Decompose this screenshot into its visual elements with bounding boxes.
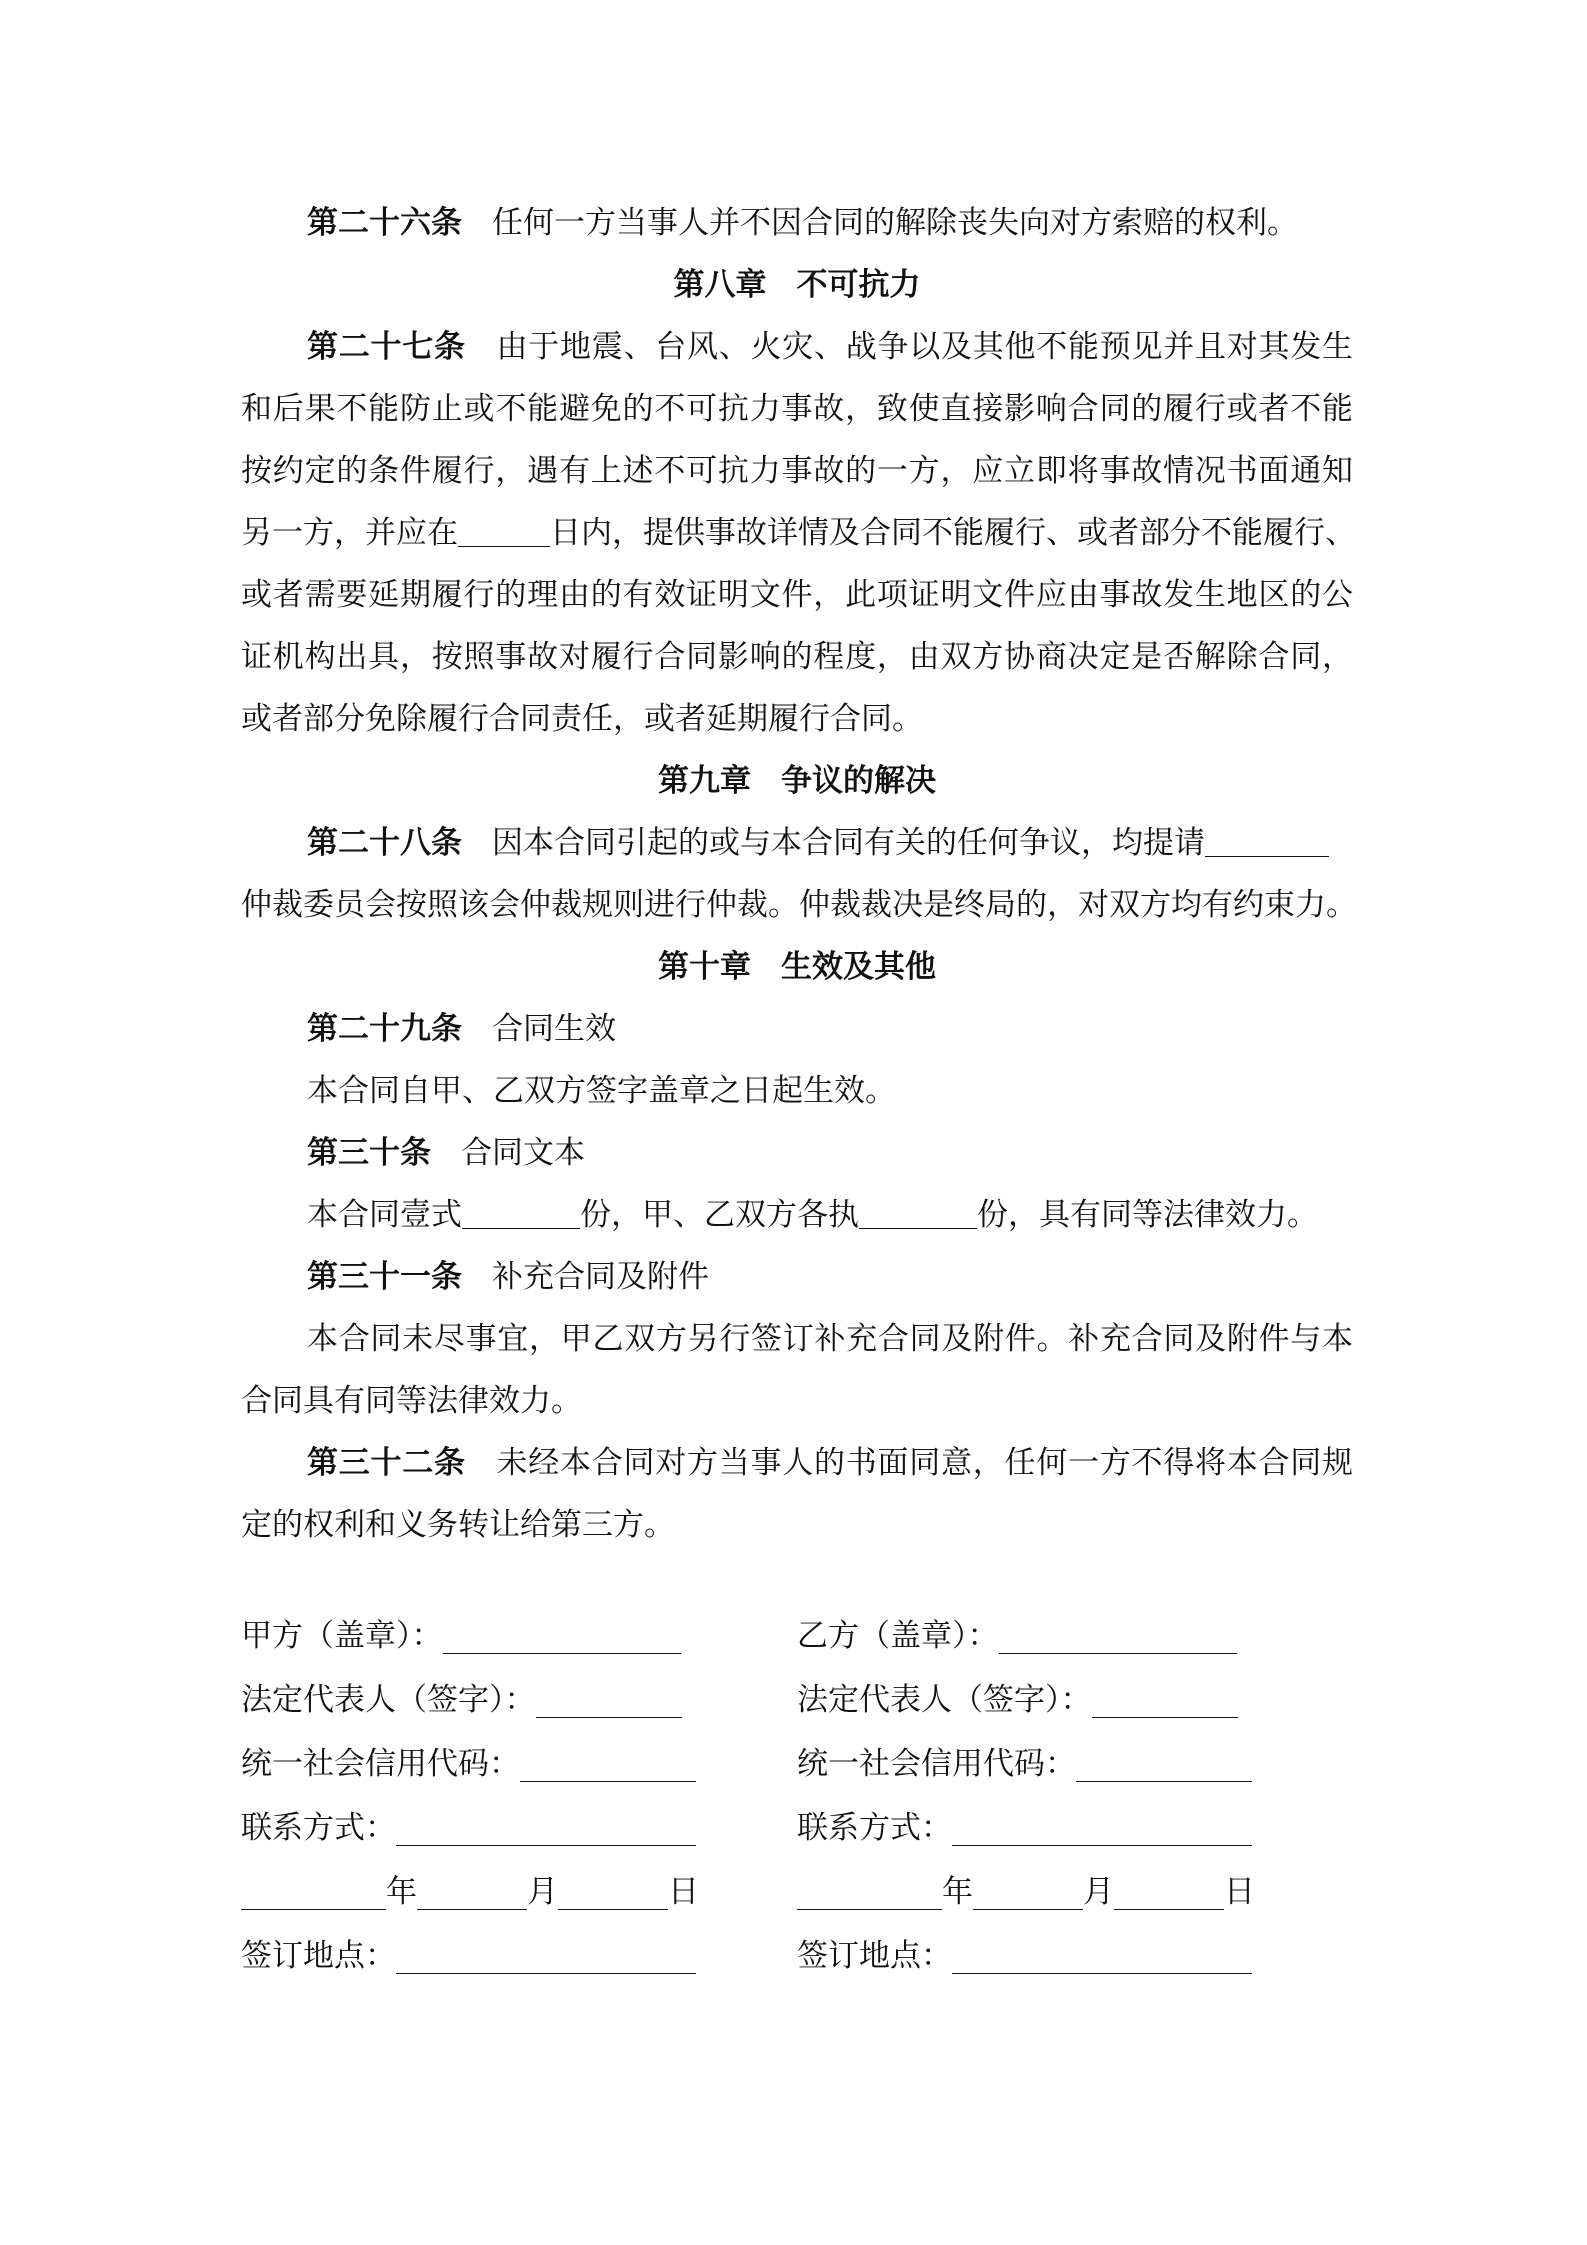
- article-title: 补充合同及附件: [492, 1259, 709, 1295]
- chapter-number: 第八章: [673, 267, 767, 303]
- party-a-credit-code-blank[interactable]: [520, 1747, 696, 1782]
- article-text: 未经本合同对方当事人的书面同意，任何一方不得将本合同规: [495, 1445, 1353, 1481]
- article-text: 日内，提供事故详情及合同不能履行、或者部分不能履行、: [550, 515, 1356, 551]
- chapter-8-heading: [241, 254, 1353, 316]
- article-number: 第二十九条: [307, 1011, 462, 1047]
- article-31-title: [241, 1246, 1353, 1308]
- party-a-legal-rep-blank[interactable]: [536, 1683, 682, 1718]
- copies-total-blank[interactable]: [462, 1194, 580, 1229]
- party-b-day-blank[interactable]: [1114, 1875, 1224, 1910]
- article-27-line-7: 或者部分免除履行合同责任，或者延期履行合同。: [241, 701, 923, 737]
- party-a-place-blank[interactable]: [396, 1939, 696, 1974]
- party-b-place-label: 签订地点：: [797, 1938, 952, 1974]
- party-b-seal-blank[interactable]: [999, 1619, 1237, 1654]
- article-28-line-1: [241, 812, 1353, 874]
- contract-body: [241, 192, 1357, 1988]
- article-number: 第三十二条: [307, 1445, 466, 1481]
- year-label: 年: [942, 1874, 973, 1910]
- signature-row-credit-code: [241, 1732, 1353, 1796]
- article-32-line-1: [241, 1432, 1353, 1494]
- article-text: 因本合同引起的或与本合同有关的任何争议，均提请: [492, 825, 1205, 861]
- article-text: 任何一方当事人并不因合同的解除丧失向对方索赔的权利。: [492, 205, 1298, 241]
- article-number: 第三十一条: [307, 1259, 462, 1295]
- article-text: 份，具有同等法律效力。: [977, 1197, 1318, 1233]
- article-31-line-1: 本合同未尽事宜，甲乙双方另行签订补充合同及附件。补充合同及附件与本: [307, 1321, 1353, 1357]
- signature-row-legal-rep: [241, 1668, 1353, 1732]
- chapter-number: 第十章: [658, 949, 751, 985]
- party-b-place-blank[interactable]: [952, 1939, 1252, 1974]
- party-a-day-blank[interactable]: [558, 1875, 668, 1910]
- party-a-place-label: 签订地点：: [241, 1938, 396, 1974]
- article-number: 第二十八条: [307, 825, 462, 861]
- article-title: 合同文本: [461, 1135, 585, 1171]
- party-b-contact-label: 联系方式：: [797, 1810, 952, 1846]
- signature-row-place: [241, 1924, 1353, 1988]
- party-a-contact-blank[interactable]: [396, 1811, 696, 1846]
- party-a-month-blank[interactable]: [417, 1875, 527, 1910]
- article-number: 第二十六条: [307, 205, 462, 241]
- day-label: 日: [1224, 1874, 1255, 1910]
- party-a-contact-label: 联系方式：: [241, 1810, 396, 1846]
- article-27-line-6: 证机构出具，按照事故对履行合同影响的程度，由双方协商决定是否解除合同，: [241, 639, 1353, 675]
- party-b-contact-blank[interactable]: [952, 1811, 1252, 1846]
- days-blank[interactable]: [458, 512, 550, 547]
- party-b-legal-rep-blank[interactable]: [1092, 1683, 1238, 1718]
- article-text: 份，甲、乙双方各执: [580, 1197, 859, 1233]
- party-a-legal-rep-label: 法定代表人（签字）：: [241, 1682, 536, 1718]
- month-label: 月: [527, 1874, 558, 1910]
- article-text: 另一方，并应在: [241, 515, 458, 551]
- article-text: 由于地震、台风、火灾、战争以及其他不能预见并且对其发生: [495, 329, 1353, 365]
- article-29-title: [241, 998, 1353, 1060]
- chapter-title: 生效及其他: [781, 949, 936, 985]
- chapter-10-heading: [241, 936, 1353, 998]
- party-b-month-blank[interactable]: [973, 1875, 1083, 1910]
- copies-each-blank[interactable]: [859, 1194, 977, 1229]
- signature-block: [241, 1604, 1353, 1988]
- year-label: 年: [386, 1874, 417, 1910]
- article-28-line-2: 仲裁委员会按照该会仲裁规则进行仲裁。仲裁裁决是终局的，对双方均有约束力。: [241, 887, 1357, 923]
- party-b-seal-label: 乙方（盖章）：: [797, 1618, 999, 1654]
- article-text: 本合同壹式: [307, 1197, 462, 1233]
- article-29-text: 本合同自甲、乙双方签字盖章之日起生效。: [307, 1073, 896, 1109]
- signature-row-date: [241, 1860, 1353, 1924]
- signature-row-seal: [241, 1604, 1353, 1668]
- signature-row-contact: [241, 1796, 1353, 1860]
- article-number: 第二十七条: [307, 329, 466, 365]
- article-30-title: [241, 1122, 1353, 1184]
- article-31-line-2: 合同具有同等法律效力。: [241, 1383, 582, 1419]
- article-27-line-2: 和后果不能防止或不能避免的不可抗力事故，致使直接影响合同的履行或者不能: [241, 391, 1353, 427]
- party-a-credit-code-label: 统一社会信用代码：: [241, 1746, 520, 1782]
- article-27-line-4: [241, 502, 1356, 564]
- party-a-seal-label: 甲方（盖章）：: [241, 1618, 443, 1654]
- article-32-line-2: 定的权利和义务转让给第三方。: [241, 1507, 675, 1543]
- article-27-line-3: 按约定的条件履行，遇有上述不可抗力事故的一方，应立即将事故情况书面通知: [241, 453, 1353, 489]
- article-30-text: [241, 1184, 1353, 1246]
- party-b-legal-rep-label: 法定代表人（签字）：: [797, 1682, 1092, 1718]
- party-a-year-blank[interactable]: [241, 1875, 386, 1910]
- article-title: 合同生效: [492, 1011, 616, 1047]
- article-26: [241, 192, 1353, 254]
- party-b-credit-code-blank[interactable]: [1076, 1747, 1252, 1782]
- chapter-title: 争议的解决: [781, 763, 936, 799]
- article-27-line-5: 或者需要延期履行的理由的有效证明文件，此项证明文件应由事故发生地区的公: [241, 577, 1353, 613]
- article-27-line-1: [241, 316, 1353, 378]
- chapter-title: 不可抗力: [796, 267, 921, 303]
- chapter-9-heading: [241, 750, 1353, 812]
- day-label: 日: [668, 1874, 699, 1910]
- party-b-year-blank[interactable]: [797, 1875, 942, 1910]
- party-b-credit-code-label: 统一社会信用代码：: [797, 1746, 1076, 1782]
- chapter-number: 第九章: [658, 763, 751, 799]
- month-label: 月: [1083, 1874, 1114, 1910]
- party-a-seal-blank[interactable]: [443, 1619, 681, 1654]
- article-number: 第三十条: [307, 1135, 431, 1171]
- arbitration-commission-blank[interactable]: [1205, 822, 1329, 857]
